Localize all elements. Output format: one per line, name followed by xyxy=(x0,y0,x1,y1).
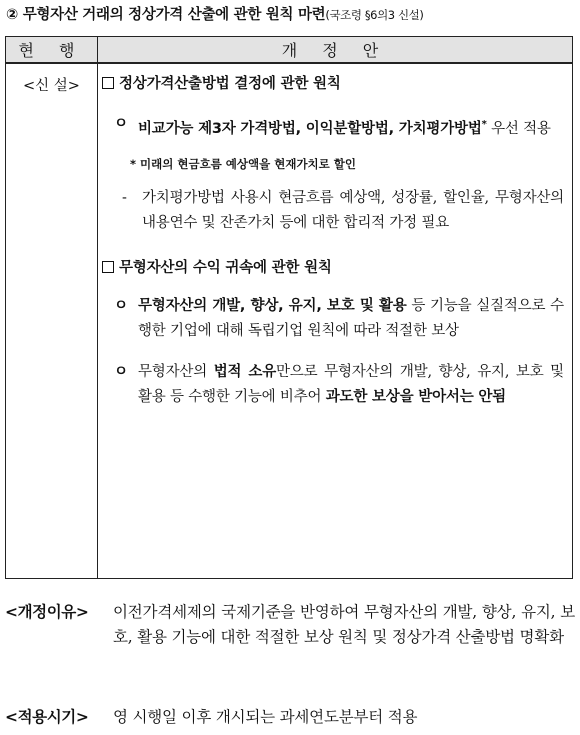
list-item-function-compensation: ㅇ 무형자산의 개발, 향상, 유지, 보호 및 활용 등 기능을 실질적으로 수행한 기업에 대해 독립기업 원칙에 따라 적절한 보상 xyxy=(138,294,564,344)
amendment-reason xyxy=(5,600,575,650)
section-heading-income: 무형자산의 수익 귀속에 관한 원칙 xyxy=(102,258,572,278)
circle-bullet-icon: ㅇ xyxy=(114,116,128,132)
table-header-row xyxy=(6,37,573,64)
list-item-method-priority: ㅇ 비교가능 제3자 가격방법, 이익분할방법, 가치평가방법* 우선 적용 xyxy=(138,112,564,142)
revised-column xyxy=(98,63,573,579)
circle-bullet-icon: ㅇ xyxy=(114,297,128,314)
section-heading-method: 정상가격산출방법 결정에 관한 원칙 xyxy=(102,74,572,94)
footnote-valuation: * 미래의 현금흐름 예상액을 현재가치로 할인 xyxy=(130,156,356,171)
circle-bullet-icon: ㅇ xyxy=(114,363,128,380)
title-main: ② 무형자산 거래의 정상가격 산출에 관한 원칙 마련 xyxy=(6,7,326,23)
header-revised: 개 정 안 xyxy=(98,37,573,64)
timing-label: <적용시기> xyxy=(5,708,89,726)
reason-text: 이전가격세제의 국제기준을 반영하여 무형자산의 개발, 향상, 유지, 보호, 활용 기능에 대한 적절한 보상 원칙 및 정상가격 산출방법 명확화 xyxy=(113,603,575,646)
section-title xyxy=(6,3,574,24)
new-provision-label: <신 설> xyxy=(23,78,80,94)
reason-label: <개정이유> xyxy=(5,603,89,621)
dash-bullet: - xyxy=(122,189,127,206)
header-current: 현 행 xyxy=(6,37,98,64)
timing-text: 영 시행일 이후 개시되는 과세연도분부터 적용 xyxy=(113,708,418,726)
checkbox-square-icon xyxy=(102,77,114,89)
title-note: (국조령 §6의3 신설) xyxy=(325,8,424,22)
comparison-table xyxy=(5,36,573,579)
list-item-valuation-assumptions: - 가치평가방법 사용시 현금흐름 예상액, 성장률, 할인율, 무형자산의 내용연수 및 잔존가치 등에 대한 합리적 가정 필요 xyxy=(142,186,564,236)
list-item-legal-ownership: ㅇ 무형자산의 법적 소유만으로 무형자산의 개발, 향상, 유지, 보호 및 활용 등 수행한 기능에 비추어 과도한 보상을 받아서는 안됨 xyxy=(138,360,564,410)
checkbox-square-icon xyxy=(102,261,114,273)
effective-date xyxy=(5,705,575,730)
table-body-row xyxy=(6,63,573,579)
current-column xyxy=(6,63,98,579)
